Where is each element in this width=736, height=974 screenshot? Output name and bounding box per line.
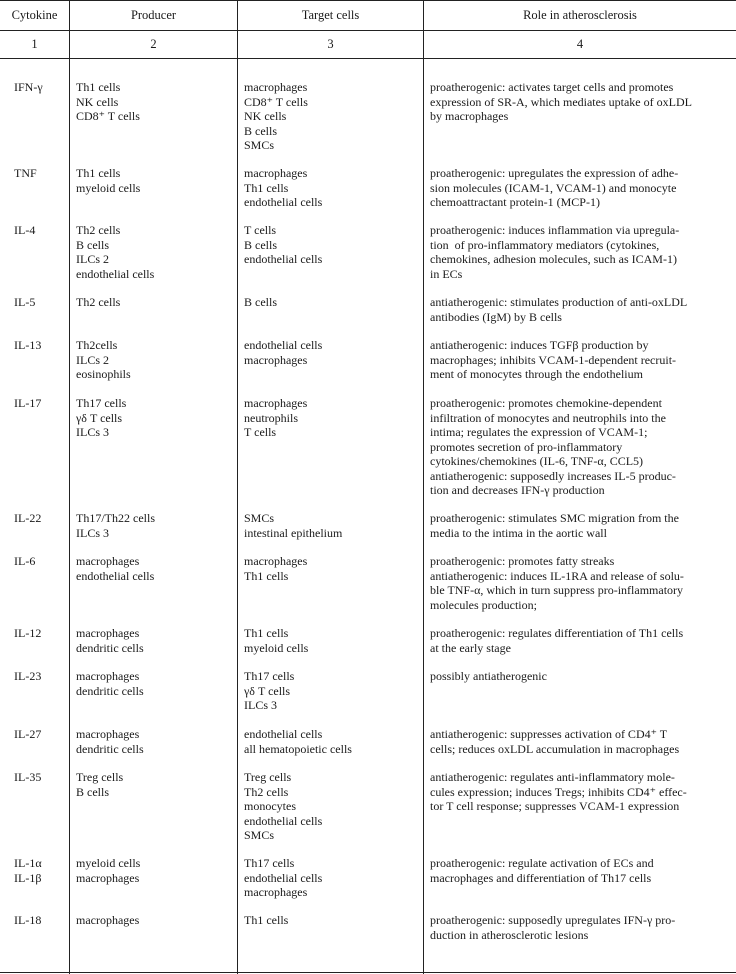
producer-cell: macrophages endothelial cells — [76, 554, 155, 583]
role-cell: antiatherogenic: induces TGFβ production by macrophages; inhibits VCAM-1-dependent recruit- ment of monocytes through the endothelium — [430, 338, 677, 381]
producer-cell: Th17/Th22 cells ILCs 3 — [76, 511, 155, 540]
producer-cell: Th2cells ILCs 2 eosinophils — [76, 338, 131, 381]
column-number-2: 2 — [150, 37, 157, 51]
header-rule — [0, 30, 736, 31]
target-cell: macrophages neutrophils T cells — [244, 396, 308, 439]
cytokine-cell: TNF — [14, 166, 37, 180]
column-number-3: 3 — [327, 37, 334, 51]
role-cell: proatherogenic: upregulates the expression of adhe- sion molecules (ICAM-1, VCAM-1) and monocyte chemoattractant protein-1 (MCP-1) — [430, 166, 679, 209]
producer-cell: myeloid cells macrophages — [76, 856, 141, 885]
target-cell: Treg cells Th2 cells monocytes endothelial cells SMCs — [244, 770, 323, 842]
column-divider-2 — [237, 0, 238, 974]
target-cell: Th1 cells — [244, 913, 289, 927]
role-cell: proatherogenic: stimulates SMC migration from the media to the intima in the aortic wall — [430, 511, 679, 540]
role-cell: proatherogenic: regulate activation of ECs and macrophages and differentiation of Th17 cells — [430, 856, 654, 885]
table-bottom-rule — [0, 972, 736, 973]
producer-cell: macrophages dendritic cells — [76, 669, 144, 698]
cytokine-cell: IL-18 — [14, 913, 42, 927]
role-cell: proatherogenic: supposedly upregulates IFN-γ pro- duction in atherosclerotic lesions — [430, 913, 676, 942]
column-number-1: 1 — [31, 37, 38, 51]
producer-cell: macrophages — [76, 913, 140, 927]
cytokine-cell: IL-1α IL-1β — [14, 856, 42, 885]
role-cell: proatherogenic: regulates differentiation of Th1 cells at the early stage — [430, 626, 684, 655]
role-cell: proatherogenic: induces inflammation via upregula- tion of pro-inflammatory mediators (cytokines, chemokines, adhesion molecules, such as ICAM-1) in ECs — [430, 223, 680, 281]
header-producer: Producer — [130, 8, 177, 22]
role-cell: antiatherogenic: suppresses activation of CD4⁺ T cells; reduces oxLDL accumulation in macrophages — [430, 727, 680, 756]
target-cell: Th1 cells myeloid cells — [244, 626, 309, 655]
role-cell: proatherogenic: activates target cells and promotes expression of SR-A, which mediates uptake of oxLDL by macrophages — [430, 80, 692, 123]
target-cell: endothelial cells all hematopoietic cells — [244, 727, 352, 756]
role-cell: antiatherogenic: regulates anti-inflammatory mole- cules expression; induces Tregs; inhibits CD4⁺ effec- tor T cell response; suppresses VCAM-1 expression — [430, 770, 687, 813]
target-cell: T cells B cells endothelial cells — [244, 223, 323, 266]
cytokine-cell: IL-23 — [14, 669, 42, 683]
role-cell: possibly antiatherogenic — [430, 669, 547, 683]
target-cell: endothelial cells macrophages — [244, 338, 323, 367]
cytokine-cell: IL-13 — [14, 338, 42, 352]
cytokine-cell: IL-12 — [14, 626, 42, 640]
target-cell: SMCs intestinal epithelium — [244, 511, 343, 540]
cytokine-cell: IL-17 — [14, 396, 42, 410]
header-role: Role in atherosclerosis — [523, 8, 637, 22]
target-cell: macrophages Th1 cells — [244, 554, 308, 583]
producer-cell: Th1 cells NK cells CD8⁺ T cells — [76, 80, 140, 123]
role-cell: proatherogenic: promotes chemokine-dependent infiltration of monocytes and neutrophils into the intima; regulates the expression of VCAM-1; promotes secretion of pro-inflammatory cytokines/chemokines (IL-6, TNF-α, CCL5) antiatherogenic: supposedly increases IL-5 produc- tion and decreases IFN-γ production — [430, 396, 676, 497]
header-target: Target cells — [301, 8, 360, 22]
header-cytokine: Cytokine — [11, 8, 58, 22]
producer-cell: Th17 cells γδ T cells ILCs 3 — [76, 396, 127, 439]
target-cell: Th17 cells γδ T cells ILCs 3 — [244, 669, 295, 712]
producer-cell: Th2 cells B cells ILCs 2 endothelial cells — [76, 223, 155, 281]
cytokine-cell: IFN-γ — [14, 80, 43, 94]
role-cell: antiatherogenic: stimulates production of anti-oxLDL antibodies (IgM) by B cells — [430, 295, 688, 324]
producer-cell: Th2 cells — [76, 295, 121, 309]
column-number-4: 4 — [576, 37, 584, 51]
column-divider-3 — [423, 0, 424, 974]
cytokine-cell: IL-5 — [14, 295, 36, 309]
target-cell: B cells — [244, 295, 277, 309]
cytokine-cell: IL-4 — [14, 223, 36, 237]
target-cell: Th17 cells endothelial cells macrophages — [244, 856, 323, 899]
role-cell: proatherogenic: promotes fatty streaks antiatherogenic: induces IL-1RA and release of solu- ble TNF-α, which in turn suppress pro-inflammatory molecules production; — [430, 554, 684, 612]
cytokine-cell: IL-6 — [14, 554, 36, 568]
table-top-rule — [0, 0, 736, 1]
number-row-rule — [0, 58, 736, 59]
producer-cell: macrophages dendritic cells — [76, 727, 144, 756]
cytokine-cell: IL-27 — [14, 727, 42, 741]
target-cell: macrophages Th1 cells endothelial cells — [244, 166, 323, 209]
producer-cell: Th1 cells myeloid cells — [76, 166, 141, 195]
column-divider-1 — [69, 0, 70, 974]
producer-cell: Treg cells B cells — [76, 770, 124, 799]
producer-cell: macrophages dendritic cells — [76, 626, 144, 655]
cytokine-cell: IL-35 — [14, 770, 42, 784]
cytokine-cell: IL-22 — [14, 511, 42, 525]
target-cell: macrophages CD8⁺ T cells NK cells B cells SMCs — [244, 80, 308, 152]
